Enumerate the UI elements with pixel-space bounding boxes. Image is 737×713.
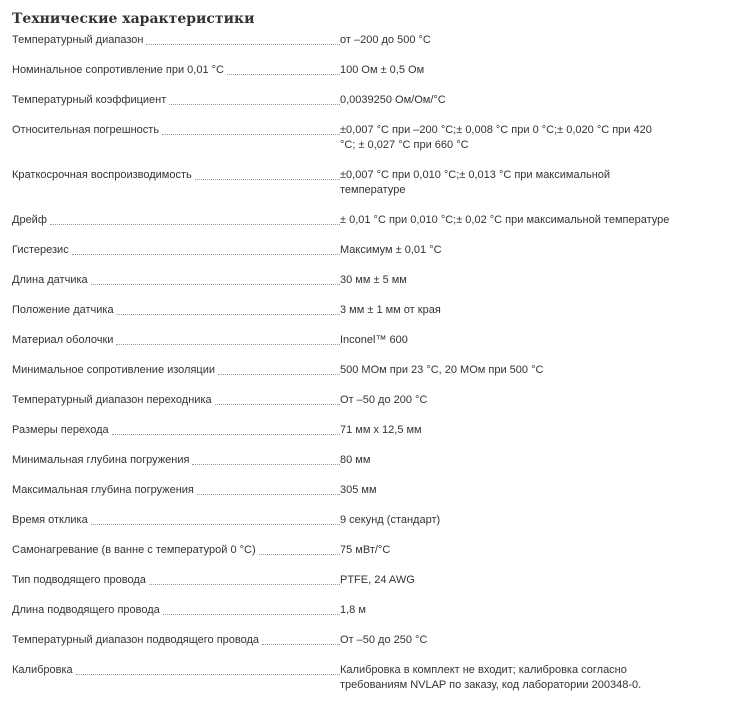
dotted-leader [195,178,340,180]
spec-label-text: Размеры перехода [12,424,109,436]
dotted-leader [162,133,340,135]
spec-label-text: Длина датчика [12,274,88,286]
spec-row [12,513,737,543]
spec-value: 500 МОм при 23 °C, 20 МОм при 500 °C [340,364,544,376]
spec-row [12,633,737,663]
spec-label [12,33,340,48]
spec-label [12,603,340,618]
spec-row [12,123,737,168]
dotted-leader [215,403,340,405]
spec-row [12,423,737,453]
spec-label [12,423,340,438]
spec-row [12,603,737,633]
dotted-leader [117,313,340,315]
spec-label-text: Краткосрочная воспроизводимость [12,169,192,181]
spec-value: PTFE, 24 AWG [340,574,415,586]
spec-value: 80 мм [340,454,371,466]
spec-row [12,93,737,123]
spec-row [12,213,737,243]
spec-value: ± 0,01 °C при 0,010 °C;± 0,02 °C при максимальной температуре [340,214,670,226]
spec-label [12,483,340,498]
dotted-leader [163,613,340,615]
spec-value: Inconel™ 600 [340,334,408,346]
spec-value: 1,8 м [340,604,366,616]
spec-label-text: Номинальное сопротивление при 0,01 °C [12,64,224,76]
spec-list [12,33,737,708]
spec-row [12,453,737,483]
section-title: Технические характеристики [12,11,255,27]
spec-value: Максимум ± 0,01 °C [340,244,442,256]
spec-label [12,333,340,348]
spec-label [12,393,340,408]
spec-label-text: Температурный коэффициент [12,94,167,106]
spec-label [12,168,340,183]
spec-value: ±0,007 °C при 0,010 °C;± 0,013 °C при максимальной температуре [340,169,611,196]
spec-label [12,573,340,588]
dotted-leader [259,553,340,555]
spec-label-text: Положение датчика [12,304,114,316]
spec-row [12,483,737,513]
dotted-leader [91,523,340,525]
dotted-leader [262,643,340,645]
spec-label [12,213,340,228]
spec-label [12,273,340,288]
dotted-leader [169,103,340,105]
spec-row [12,333,737,363]
spec-row [12,663,737,708]
spec-value: 305 мм [340,484,377,496]
spec-label [12,243,340,258]
dotted-leader [197,493,340,495]
spec-row [12,273,737,303]
dotted-leader [146,43,340,45]
dotted-leader [149,583,340,585]
spec-label [12,93,340,108]
dotted-leader [76,673,340,675]
dotted-leader [72,253,340,255]
dotted-leader [227,73,340,75]
spec-value: от –200 до 500 °C [340,34,431,46]
dotted-leader [192,463,340,465]
dotted-leader [116,343,340,345]
spec-label-text: Относительная погрешность [12,124,160,136]
spec-row [12,303,737,333]
spec-value: 9 секунд (стандарт) [340,514,441,526]
spec-label [12,363,340,378]
dotted-leader [218,373,340,375]
spec-label [12,663,340,678]
spec-label-text: Температурный диапазон [12,34,144,46]
spec-label-text: Материал оболочки [12,334,114,346]
spec-value: От –50 до 200 °C [340,394,428,406]
spec-label [12,513,340,528]
spec-row [12,393,737,423]
spec-label [12,63,340,78]
spec-label [12,303,340,318]
spec-label-text: Температурный диапазон переходника [12,394,212,406]
spec-value: 3 мм ± 1 мм от края [340,304,441,316]
spec-value: 0,0039250 Ом/Ом/°C [340,94,446,106]
spec-row [12,63,737,93]
dotted-leader [91,283,340,285]
spec-value: 75 мВт/°C [340,544,391,556]
spec-label [12,453,340,468]
spec-row [12,573,737,603]
spec-value: 30 мм ± 5 мм [340,274,407,286]
spec-value: 100 Ом ± 0,5 Ом [340,64,425,76]
spec-label [12,123,340,138]
spec-label-text: Калибровка [12,664,73,676]
spec-value: От –50 до 250 °C [340,634,428,646]
dotted-leader [112,433,340,435]
spec-row [12,243,737,273]
spec-label-text: Гистерезис [12,244,69,256]
spec-label-text: Самонагревание (в ванне с температурой 0 °C) [12,544,256,556]
dotted-leader [50,223,340,225]
spec-value: 71 мм x 12,5 мм [340,424,422,436]
spec-row [12,543,737,573]
spec-label-text: Длина подводящего провода [12,604,160,616]
spec-label-text: Минимальное сопротивление изоляции [12,364,216,376]
spec-label-text: Тип подводящего провода [12,574,146,586]
spec-value: ±0,007 °C при –200 °C;± 0,008 °C при 0 °C;± 0,020 °C при 420 °C; ± 0,027 °C при 660 °C [340,124,652,151]
spec-label-text: Время отклика [12,514,88,526]
spec-label-text: Температурный диапазон подводящего провода [12,634,260,646]
spec-row [12,168,737,213]
spec-row [12,33,737,63]
spec-label-text: Максимальная глубина погружения [12,484,194,496]
spec-label [12,633,340,648]
spec-row [12,363,737,393]
spec-label [12,543,340,558]
spec-label-text: Дрейф [12,214,47,226]
spec-value: Калибровка в комплект не входит; калибровка согласно требованиям NVLAP по заказу, код лаборатории 200348-0. [340,664,642,691]
spec-label-text: Минимальная глубина погружения [12,454,190,466]
